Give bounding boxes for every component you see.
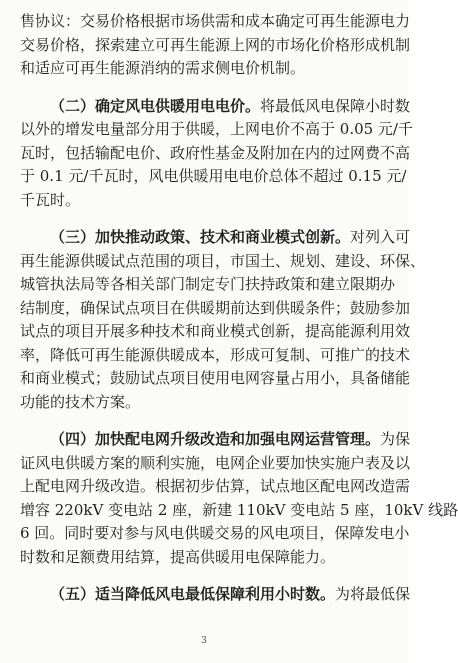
p3-line-4: 结制度，确保试点项目在供暖期前达到供暖条件；鼓励参加 xyxy=(20,298,411,317)
p2-line-5: 千瓦时。 xyxy=(20,190,81,209)
p4-line-1-text: 为保 xyxy=(380,430,411,448)
p4-line-1 xyxy=(20,428,411,452)
p4-line-5: 6 回。同时要对参与风电供暖交易的风电项目，保障发电小 xyxy=(20,524,410,542)
p2-line-1 xyxy=(20,95,411,119)
p3-line-1-text: 对列入可 xyxy=(350,228,411,246)
p5-line-1 xyxy=(20,583,411,607)
p4-line-3: 上配电网升级改造。根据初步估算，试点地区配电网改造需 xyxy=(20,477,411,495)
section-3-heading: （三）加快推动政策、技术和商业模式创新。 xyxy=(50,228,351,246)
p3-line-8: 功能的技术方案。 xyxy=(20,392,141,411)
p3-line-2: 再生能源供暖试点范围的项目，市国土、规划、建设、环保、 xyxy=(20,251,426,270)
page-number: 3 xyxy=(201,636,207,646)
p2-line-2: 以外的增发电量部分用于供暖，上网电价不高于 0.05 元/千 xyxy=(20,120,413,138)
p4-line-4: 增容 220kV 变电站 2 座，新建 110kV 变电站 5 座，10kV 线路 xyxy=(20,500,458,519)
p1-line-2: 交易价格，探索建立可再生能源上网的市场化价格形成机制 xyxy=(20,35,411,54)
p3-line-6: 率，降低可再生能源供暖成本，形成可复制、可推广的技术 xyxy=(20,345,411,364)
p4-line-2: 证风电供暖方案的顺利实施，电网企业要加快实施户表及以 xyxy=(20,453,411,472)
p1-line-3: 和适应可再生能源消纳的需求侧电价机制。 xyxy=(20,59,306,77)
section-4-heading: （四）加快配电网升级改造和加强电网运营管理。 xyxy=(50,430,381,448)
p2-line-1-text: 将最低风电保障小时数 xyxy=(260,96,411,115)
p3-line-7: 和商业模式；鼓励试点项目使用电网容量占用小，具备储能 xyxy=(20,369,411,387)
p5-line-1-text: 为将最低保 xyxy=(335,585,411,603)
p4-line-6: 时数和足额费用结算，提高供暖用电保障能力。 xyxy=(20,547,336,566)
p3-line-1 xyxy=(20,226,411,250)
p3-line-3: 城管执法局等各相关部门制定专门扶持政策和建立限期办 xyxy=(20,275,396,293)
section-2-heading: （二）确定风电供暖用电电价。 xyxy=(50,96,261,115)
section-5-heading: （五）适当降低风电最低保障利用小时数。 xyxy=(50,585,336,603)
p3-line-5: 试点的项目开展多种技术和商业模式创新，提高能源利用效 xyxy=(20,322,411,340)
p1-line-1: 售协议：交易价格根据市场供需和成本确定可再生能源电力 xyxy=(20,12,411,30)
body-text xyxy=(20,10,458,607)
p2-line-3: 瓦时，包括输配电价、政府性基金及附加在内的过网费不高 xyxy=(20,143,411,162)
p2-line-4: 于 0.1 元/千瓦时，风电供暖用电电价总体不超过 0.15 元/ xyxy=(20,167,407,185)
